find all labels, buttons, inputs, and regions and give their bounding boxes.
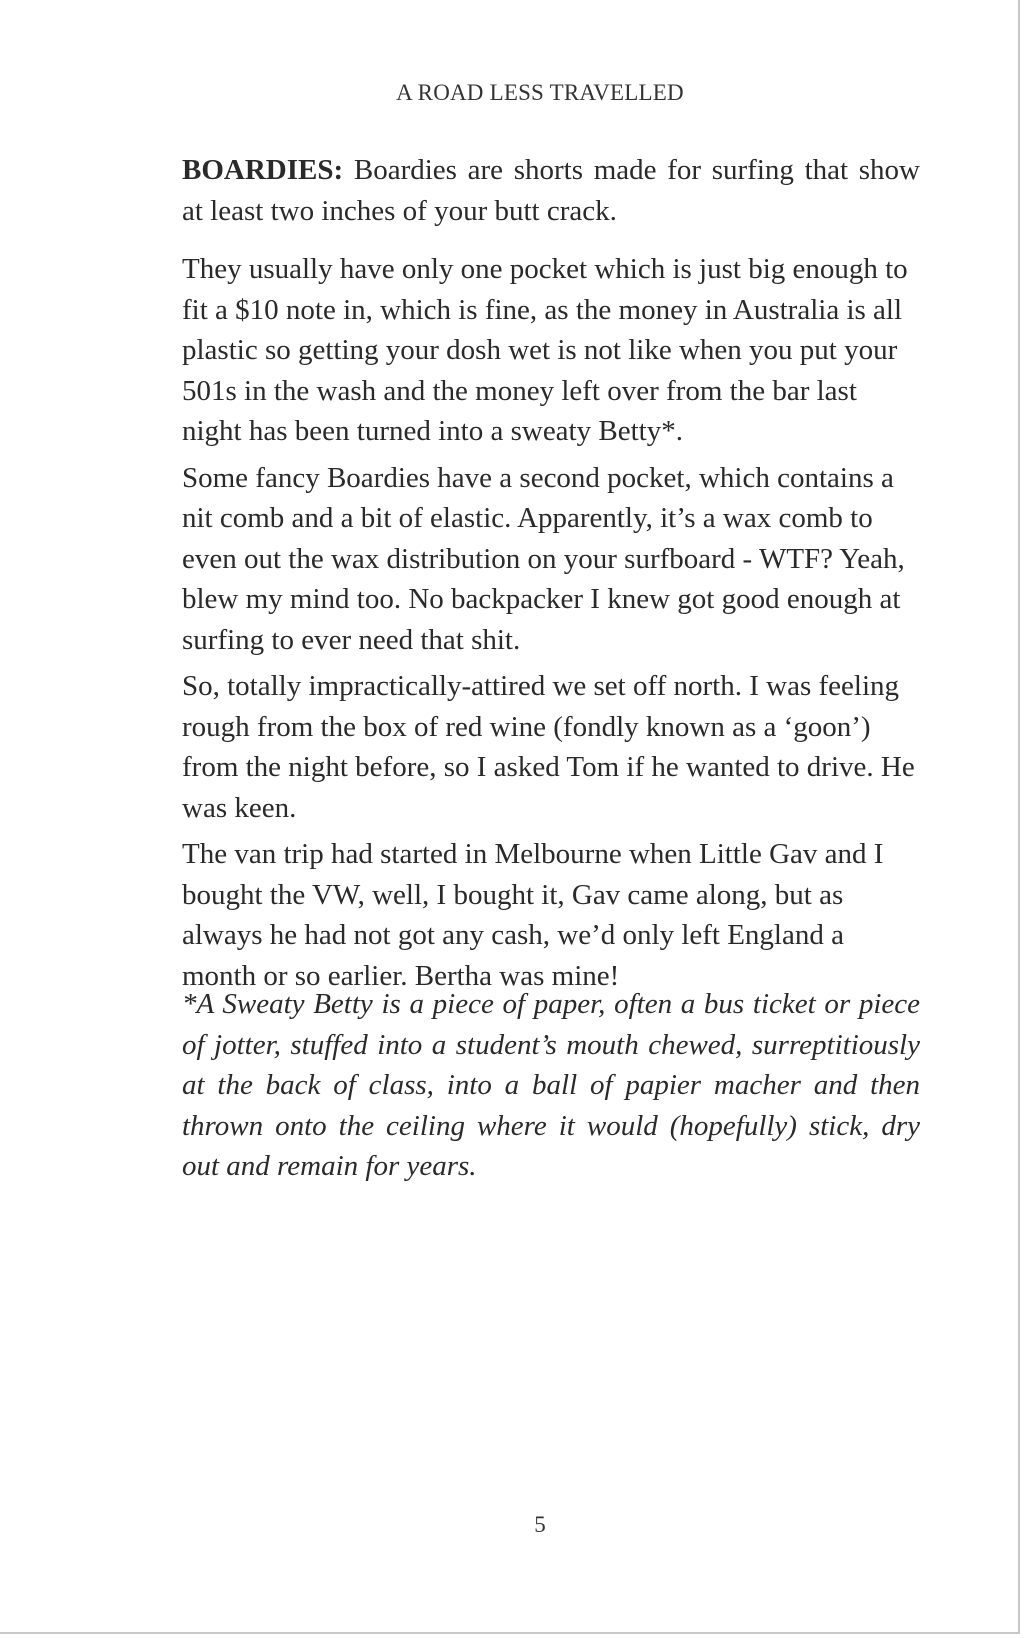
page-number: 5 xyxy=(534,1512,546,1537)
page-body xyxy=(182,150,920,1187)
body-paragraph: They usually have only one pocket which is just big enough to fit a $10 note in, which is fine, as the money in Australia is all plastic so getting your dosh wet is not like when you put your 501s in the wash and the money left over from the bar last night has been turned into a sweaty Betty*. xyxy=(182,253,908,447)
definition-paragraph xyxy=(182,150,920,231)
running-header: A ROAD LESS TRAVELLED xyxy=(396,80,684,105)
body-paragraph: Some fancy Boardies have a second pocket, which contains a nit comb and a bit of elastic. Apparently, it’s a wax comb to even out the wax distribution on your surfboard - WTF? Yeah, blew my mind too. No backpacker I knew got good enough at surfing to ever need that shit. xyxy=(182,461,905,656)
footnote: *A Sweaty Betty is a piece of paper, often a bus ticket or piece of jotter, stuffed into a student’s mouth chewed, surreptitiously at the back of class, into a ball of papier macher and then thrown onto the ceiling where it would (hopefully) stick, dry out and remain for years. xyxy=(182,988,920,1182)
body-paragraph: The van trip had started in Melbourne when Little Gav and I bought the VW, well, I bought it, Gav came along, but as always he had not got any cash, we’d only left England a month or so earlier. Bertha was mine! xyxy=(182,838,884,992)
definition-term: BOARDIES: xyxy=(182,154,344,186)
body-paragraph: So, totally impractically-attired we set off north. I was feeling rough from the box of red wine (fondly known as a ‘goon’) from the night before, so I asked Tom if he wanted to drive. He was keen. xyxy=(182,670,915,824)
definition-text: Boardies are shorts made for surfing that show at least two inches of your butt crack. xyxy=(182,154,920,227)
